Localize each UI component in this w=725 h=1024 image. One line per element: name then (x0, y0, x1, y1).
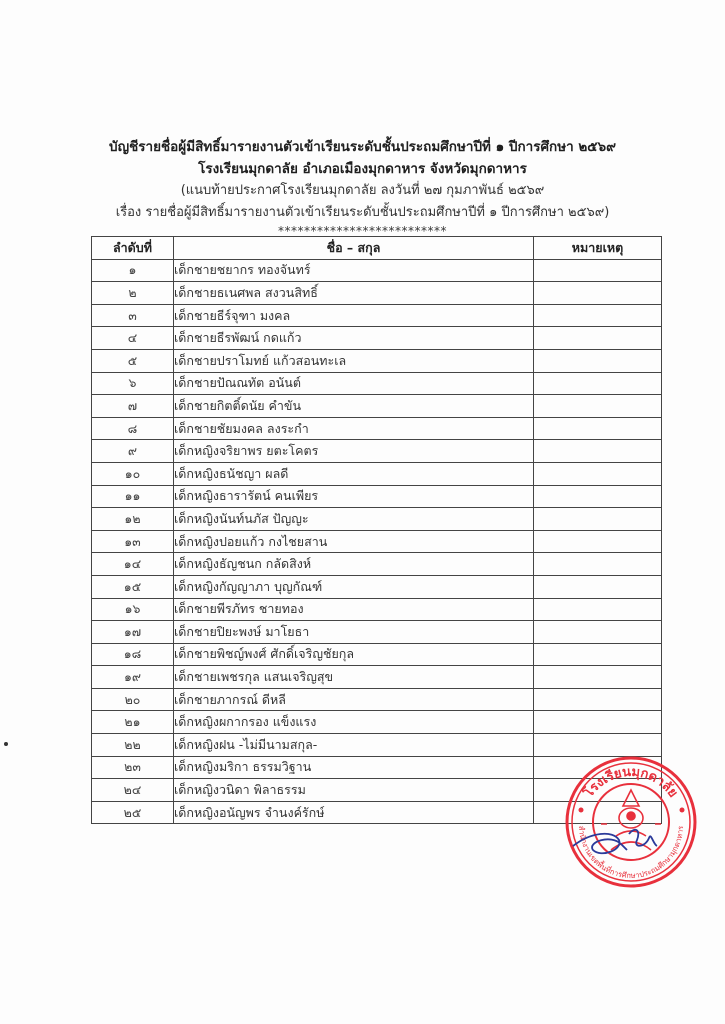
document-header (0, 136, 725, 238)
table-row (92, 327, 662, 350)
table-row (92, 598, 662, 621)
table-row (92, 688, 662, 711)
row-note (534, 395, 662, 418)
row-number: ๑๓ (92, 530, 174, 553)
row-number: ๑๑ (92, 485, 174, 508)
student-name: เด็กชายชยากร ทองจันทร์ (174, 259, 534, 282)
student-name: เด็กหญิงนันท์นภัส ปัญญะ (174, 508, 534, 531)
title-line-2: โรงเรียนมุกดาลัย อำเภอเมืองมุกดาหาร จังหวัดมุกดาหาร (198, 161, 527, 177)
student-name: เด็กหญิงธนัชญา ผลดี (174, 462, 534, 485)
row-number: ๙ (92, 440, 174, 463)
student-name: เด็กชายปัณณทัต อนันต์ (174, 372, 534, 395)
row-note (534, 734, 662, 757)
row-note (534, 575, 662, 598)
student-roster-table (91, 236, 662, 824)
column-header-no: ลำดับที่ (92, 237, 174, 260)
table-row (92, 711, 662, 734)
table-row (92, 666, 662, 689)
row-number: ๓ (92, 304, 174, 327)
subtitle-line-2: เรื่อง รายชื่อผู้มีสิทธิ์มารายงานตัวเข้าเรียนระดับชั้นประถมศึกษาปีที่ ๑ ปีการศึกษา ๒๕๖๙) (115, 205, 610, 220)
column-header-note: หมายเหตุ (534, 237, 662, 260)
row-note (534, 259, 662, 282)
row-number: ๑๗ (92, 621, 174, 644)
row-number: ๑๔ (92, 553, 174, 576)
row-number: ๑๙ (92, 666, 174, 689)
student-name: เด็กชายพิชญ์พงศ์ ศักดิ์เจริญชัยกุล (174, 643, 534, 666)
separator: ************************** (278, 224, 447, 238)
table-row (92, 372, 662, 395)
student-name: เด็กหญิงปอยแก้ว กงไชยสาน (174, 530, 534, 553)
row-number: ๑๘ (92, 643, 174, 666)
student-name: เด็กหญิงมริกา ธรรมวิฐาน (174, 756, 534, 779)
table-row (92, 734, 662, 757)
table-row (92, 395, 662, 418)
row-number: ๒๔ (92, 779, 174, 802)
table-header-row (92, 237, 662, 260)
row-note (534, 666, 662, 689)
row-note (534, 621, 662, 644)
row-number: ๒ (92, 282, 174, 305)
student-name: เด็กหญิงจริยาพร ยตะโคตร (174, 440, 534, 463)
table-row (92, 553, 662, 576)
row-number: ๔ (92, 327, 174, 350)
student-name: เด็กชายธเนศพล สงวนสิทธิ์ (174, 282, 534, 305)
table-row (92, 282, 662, 305)
row-number: ๒๑ (92, 711, 174, 734)
row-number: ๒๕ (92, 801, 174, 824)
row-number: ๘ (92, 417, 174, 440)
table-row (92, 621, 662, 644)
table-row (92, 643, 662, 666)
row-note (534, 372, 662, 395)
row-note (534, 643, 662, 666)
row-number: ๒๐ (92, 688, 174, 711)
table-body (92, 259, 662, 824)
table-row (92, 440, 662, 463)
table-row (92, 259, 662, 282)
row-number: ๒๒ (92, 734, 174, 757)
row-note (534, 282, 662, 305)
student-name: เด็กหญิงฝน -ไม่มีนามสกุล- (174, 734, 534, 757)
table-row (92, 462, 662, 485)
row-number: ๕ (92, 349, 174, 372)
row-number: ๑๕ (92, 575, 174, 598)
row-note (534, 349, 662, 372)
student-name: เด็กชายปราโมทย์ แก้วสอนทะเล (174, 349, 534, 372)
table-row (92, 349, 662, 372)
row-number: ๑๖ (92, 598, 174, 621)
scan-speck (4, 742, 8, 746)
student-name: เด็กหญิงกัญญาภา บุญกัณฑ์ (174, 575, 534, 598)
row-note (534, 462, 662, 485)
row-note (534, 530, 662, 553)
student-name: เด็กชายพีรภัทร ชายทอง (174, 598, 534, 621)
table-row (92, 530, 662, 553)
table-row (92, 485, 662, 508)
row-note (534, 417, 662, 440)
table-row (92, 417, 662, 440)
row-note (534, 688, 662, 711)
table-row (92, 304, 662, 327)
seal-bottom-text: สำนักงานเขตพื้นที่การศึกษาประถมศึกษามุกดาหาร (576, 825, 686, 881)
student-name: เด็กหญิงธารารัตน์ คนเพียร (174, 485, 534, 508)
student-name: เด็กชายเพชรกุล แสนเจริญสุข (174, 666, 534, 689)
row-note (534, 598, 662, 621)
row-note (534, 711, 662, 734)
table-row (92, 575, 662, 598)
seal-top-text: โรงเรียนมุกดาลัย (581, 764, 681, 801)
table-row (92, 508, 662, 531)
student-name: เด็กชายภากรณ์ ดีหลี (174, 688, 534, 711)
column-header-name: ชื่อ – สกุล (174, 237, 534, 260)
row-note (534, 304, 662, 327)
student-name: เด็กหญิงผกากรอง แข็งแรง (174, 711, 534, 734)
title-line-1: บัญชีรายชื่อผู้มีสิทธิ์มารายงานตัวเข้าเรียนระดับชั้นประถมศึกษาปีที่ ๑ ปีการศึกษา ๒๕๖๙ (109, 139, 616, 155)
row-note (534, 553, 662, 576)
subtitle-line-1: (แนบท้ายประกาศโรงเรียนมุกดาลัย ลงวันที่ ๒๗ กุมภาพันธ์ ๒๕๖๙ (180, 183, 545, 198)
row-note (534, 440, 662, 463)
row-note (534, 485, 662, 508)
student-name: เด็กชายธีร์จุฑา มงคล (174, 304, 534, 327)
row-number: ๒๓ (92, 756, 174, 779)
student-name: เด็กหญิงอนัญพร จำนงค์รักษ์ (174, 801, 534, 824)
student-name: เด็กหญิงวนิดา พิลาธรรม (174, 779, 534, 802)
row-note (534, 508, 662, 531)
student-name: เด็กชายกิตติ์ดนัย คำขัน (174, 395, 534, 418)
seal-emblem-icon (601, 790, 661, 850)
row-note (534, 327, 662, 350)
row-number: ๖ (92, 372, 174, 395)
student-name: เด็กชายธีรพัฒน์ กดแก้ว (174, 327, 534, 350)
student-name: เด็กชายชัยมงคล ลงระกำ (174, 417, 534, 440)
row-number: ๗ (92, 395, 174, 418)
school-seal-stamp (561, 754, 701, 890)
student-name: เด็กหญิงธัญชนก กลัดสิงห์ (174, 553, 534, 576)
student-name: เด็กชายปิยะพงษ์ มาโยธา (174, 621, 534, 644)
row-number: ๑๐ (92, 462, 174, 485)
row-number: ๑๒ (92, 508, 174, 531)
row-number: ๑ (92, 259, 174, 282)
